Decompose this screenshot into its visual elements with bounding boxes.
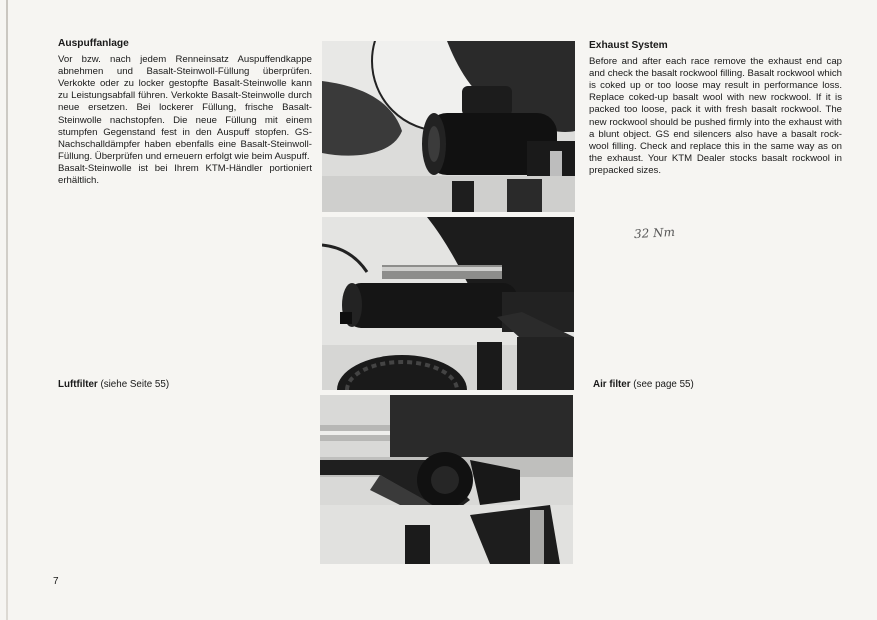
german-air-filter-ref: (siehe Seite 55) (100, 379, 170, 390)
german-air-filter-title: Luftfilter (58, 379, 98, 390)
handwritten-note: 32 Nm (633, 224, 676, 242)
english-column (589, 40, 842, 177)
german-body-2: Basalt-Steinwolle ist bei Ihrem KTM-Händler portioniert erhältlich. (58, 162, 312, 187)
german-body: Vor bzw. nach jedem Renneinsatz Auspuffendkappe abnehmen und Basalt-Steinwoll-Füllung überprüfen. Verkokte oder zu locker gestopfte Basalt-Steinwolle kann zu Leistungsabfall führen. Verkokte Basalt-Steinwolle durch neue ersetzen. Bei lockerer Füllung, frische Basalt-Steinwolle nachstopfen. Die neue Füllung mit einem stumpfen Gegenstand fest in den Auspuff stopfen. GS-Nachschalldämpfer haben ebenfalls eine Basalt-Steinwoll-Füllung. Überprüfen und erneuern erfolgt wie beim Auspuff. (58, 54, 312, 162)
german-air-filter (58, 379, 169, 390)
english-air-filter-title: Air filter (593, 379, 631, 390)
page-number: 7 (53, 576, 59, 587)
english-heading: Exhaust System (589, 40, 668, 51)
silencer-mount-photo (320, 395, 573, 564)
english-air-filter (593, 379, 694, 390)
silencer-side-photo (322, 217, 574, 390)
page-edge (6, 0, 8, 620)
german-heading: Auspuffanlage (58, 38, 129, 49)
english-body: Before and after each race remove the exhaust end cap and check the basalt rockwool filling. Basalt rockwool which is coked up or too loose may result in performance loss. Replace coked-up basalt wool with new rockwool. If it is packed too loose, pack it with fresh basalt rockwool. The new rockwool should be pushed firmly into the exhaust with a blunt object. GS end silencers also have a basalt rock-wool filling. Check and replace this in the same way as on the exhaust. Your KTM Dealer stocks basalt rockwool in prepacked sizes. (589, 56, 842, 176)
exhaust-end-cap-photo (322, 41, 575, 212)
english-air-filter-ref: (see page 55) (633, 379, 694, 390)
german-column (58, 38, 312, 187)
